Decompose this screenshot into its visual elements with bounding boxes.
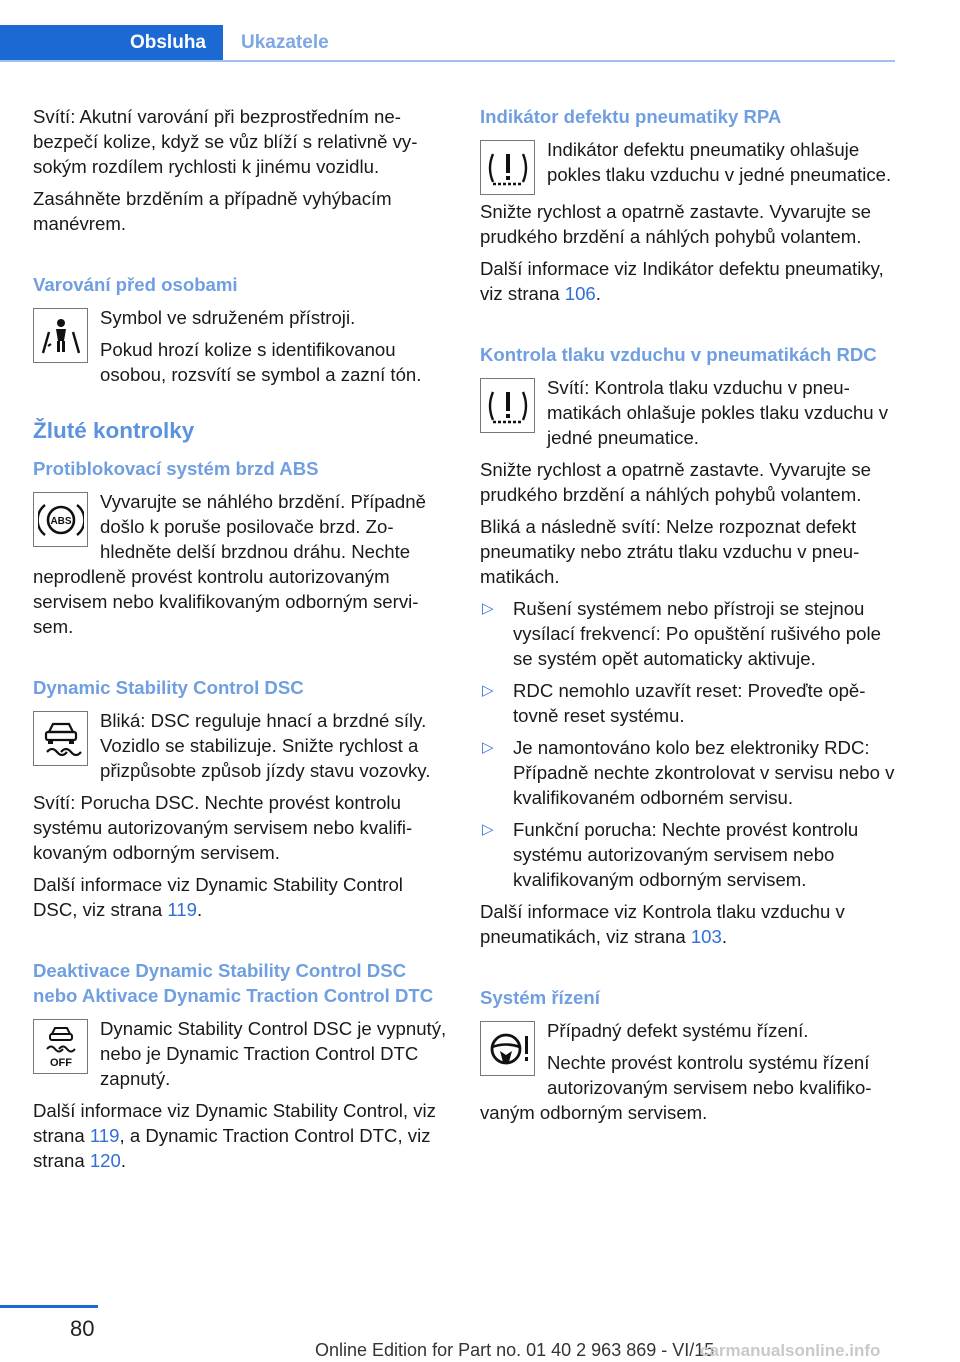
- pedestrian-collision-text: Pokud hrozí kolize s identifikovanou osobou, rozsvítí se symbol a zazní tón.: [100, 339, 422, 385]
- rdc-page-link[interactable]: 103: [690, 926, 722, 947]
- list-item: [480, 817, 896, 892]
- dsc-off-label: OFF: [49, 1056, 72, 1069]
- footer-accent-line: [0, 1305, 98, 1308]
- abs-title: Protiblokovací systém brzd ABS: [33, 458, 319, 479]
- abs-icon-label: ABS: [49, 515, 72, 527]
- triangle-bullet-icon: ▷: [482, 682, 494, 699]
- rpa-more-info-text: Další informace viz Indikátor defektu pneumatiky, viz strana: [480, 258, 884, 304]
- rdc-title: Kontrola tlaku vzduchu v pneumatikách RDC: [480, 344, 877, 365]
- tab-obsluha[interactable]: Obsluha: [0, 25, 223, 61]
- list-item: [480, 596, 896, 671]
- pedestrian-warning-icon: [33, 308, 88, 363]
- dtc-more-info-mid: , a Dynamic Traction Control DTC, viz strana: [33, 1125, 431, 1171]
- rdc-more-info-end: .: [721, 926, 728, 947]
- tire-warning-icon: [480, 140, 535, 195]
- triangle-bullet-icon: ▷: [482, 739, 494, 756]
- dsc-icon: [33, 711, 88, 766]
- top-navigation: [0, 0, 960, 64]
- triangle-bullet-icon: ▷: [482, 821, 494, 838]
- dtc-text: Dynamic Stability Control DSC je vypnutý, nebo je Dynamic Traction Control DTC zapnutý.: [100, 1018, 447, 1089]
- dsc-lit-text: Svítí: Porucha DSC. Nechte provést kontrolu systému autorizovaným servisem nebo kvalifikovaným odborným servisem.: [33, 792, 413, 863]
- rpa-action-text: Snižte rychlost a opatrně zastavte. Vyvarujte se prudkého brzdění a náhlých pohybů volantem.: [480, 201, 872, 247]
- rdc-flashing-text: Bliká a následně svítí: Nelze rozpoznat defekt pneumatiky nebo ztrátu tlaku vzduchu v pneumatikách.: [480, 516, 860, 587]
- triangle-bullet-icon: ▷: [482, 600, 494, 617]
- rpa-more-info-end: .: [595, 283, 601, 304]
- rdc-text: Svítí: Kontrola tlaku vzduchu v pneumatikách ohlašuje pokles tlaku vzduchu v jedné pneumatice.: [547, 377, 889, 448]
- rdc-more-info-text: Další informace viz Kontrola tlaku vzduchu v pneumatikách, viz strana: [480, 901, 845, 947]
- dsc-page-link-2[interactable]: 119: [89, 1125, 120, 1146]
- dsc-title: Dynamic Stability Control DSC: [33, 677, 304, 698]
- rpa-text: Indikátor defektu pneumatiky ohlašuje pokles tlaku vzduchu v jedné pneumatice.: [547, 139, 892, 185]
- dsc-more-info: [33, 872, 448, 922]
- tire-pressure-icon: [480, 378, 535, 433]
- rdc-cause-list: [480, 596, 896, 892]
- list-item-text: Je namontováno kolo bez elektroniky RDC: Případně nechte zkontrolovat v servisu nebo v kvalifikovaném odborném servisu.: [513, 737, 895, 808]
- abs-icon: [33, 492, 88, 547]
- pedestrian-warning-title: Varování před osobami: [33, 274, 238, 295]
- dsc-flashing-text: Bliká: DSC reguluje hnací a brzdné síly. Vozidlo se stabilizuje. Snižte rychlost a přizpůsobte způsob jízdy stavu vozovky.: [100, 710, 431, 781]
- tab-ukazatele[interactable]: Ukazatele: [241, 32, 329, 53]
- list-item-text: Rušení systémem nebo přístroji se stejnou vysílací frekvencí: Po opuštění rušivého pole se systém opět automaticky aktivuje.: [513, 598, 881, 669]
- abs-text: Vyvarujte se náhlého brzdění. Případně došlo k poruše posilovače brzd. Zohledněte delší brzdnou dráhu. Nechte neprodleně provést kontrolu autorizovaným servisem nebo kvalifikovaným odborným servisem.: [33, 491, 426, 637]
- dsc-more-info-text: Další informace viz Dynamic Stability Control DSC, viz strana: [33, 874, 403, 920]
- list-item-text: Funkční porucha: Nechte provést kontrolu systému autorizovaným servisem nebo kvalifikovaným odborným servisem.: [513, 819, 859, 890]
- dsc-page-link[interactable]: 119: [167, 899, 197, 920]
- dtc-more-info-text: Další informace viz Dynamic Stability Control, viz strana: [33, 1100, 436, 1146]
- dtc-more-info: [33, 1098, 448, 1173]
- edition-text: Online Edition for Part no. 01 40 2 963 869 - VI/15: [315, 1340, 715, 1360]
- collision-warning-text: Svítí: Akutní varování při bezprostředním nebezpečí kolize, když se vůz blíží s relativně vysokým rozdílem rychlosti k jinému vozidlu.: [33, 106, 418, 177]
- dtc-more-info-end: .: [120, 1150, 127, 1171]
- dtc-title: Deaktivace Dynamic Stability Control DSC nebo Aktivace Dynamic Traction Control DTC: [33, 960, 434, 1006]
- rpa-title: Indikátor defektu pneumatiky RPA: [480, 106, 782, 127]
- steering-text: Případný defekt systému řízení.: [547, 1020, 809, 1041]
- steering-warning-icon: [480, 1021, 535, 1076]
- rpa-more-info: [480, 256, 896, 306]
- list-item: [480, 678, 896, 728]
- right-column: [480, 104, 896, 1132]
- watermark: carmanualsonline.info: [700, 1341, 881, 1360]
- page-number: 80: [70, 1316, 95, 1341]
- dsc-off-icon: [33, 1019, 88, 1074]
- list-item-text: RDC nemohlo uzavřít reset: Proveďte opětovně reset systému.: [513, 680, 866, 726]
- rdc-more-info: [480, 899, 896, 949]
- steering-title: Systém řízení: [480, 987, 600, 1008]
- steering-action-text: Nechte provést kontrolu systému řízení autorizovaným servisem nebo kvalifikovaným odborným servisem.: [480, 1052, 872, 1123]
- dtc-page-link[interactable]: 120: [89, 1150, 121, 1171]
- pedestrian-symbol-text: Symbol ve sdruženém přístroji.: [100, 307, 356, 328]
- list-item: [480, 735, 896, 810]
- collision-action-text: Zasáhněte brzděním a případně vyhýbacím manévrem.: [33, 188, 392, 234]
- header-divider: [0, 60, 895, 62]
- rdc-action-text: Snižte rychlost a opatrně zastavte. Vyvarujte se prudkého brzdění a náhlých pohybů volantem.: [480, 459, 872, 505]
- left-column: [33, 104, 448, 1180]
- dsc-more-info-end: .: [196, 899, 203, 920]
- rpa-page-link[interactable]: 106: [564, 283, 596, 304]
- yellow-lights-heading: Žluté kontrolky: [33, 418, 195, 443]
